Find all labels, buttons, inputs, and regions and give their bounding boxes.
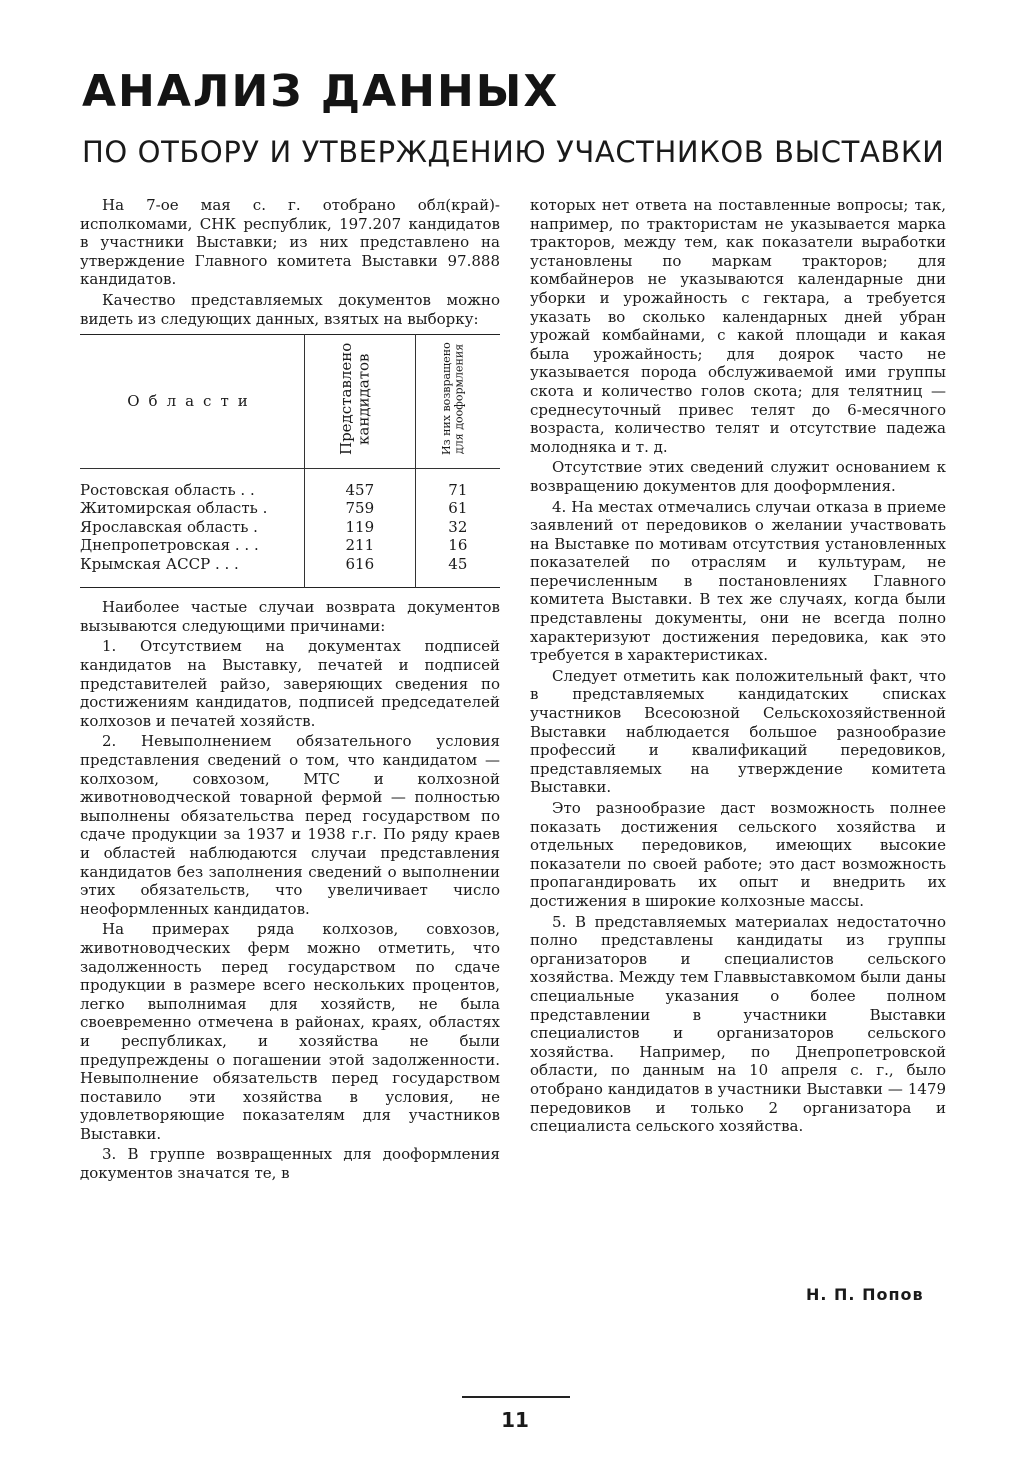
article-title: АНАЛИЗ ДАННЫХ [82, 66, 560, 117]
paragraph: Следует отметить как положительный факт, что в представляемых кандидатских списках участников Всесоюзной Сельскохозяйственной Выставки наблюдается большое разнообразие профессий и квалификаций передовиков, представляемых на утверждение комитета Выставки. [530, 666, 946, 797]
paragraph: 4. На местах отмечались случаи отказа в приеме заявлений от передовиков о желании участвовать на Выставке по мотивам отсутствия установленных показателей по отраслям и культурам, не перечисленным в постановлениях Главного комитета Выставки. В тех же случаях, когда были представлены документы, они не всегда полно характеризуют достижения передовика, как это требуется в характеристиках. [530, 497, 946, 665]
table-cell-region: Ростовская область . . [80, 480, 255, 499]
left-column [80, 196, 500, 1183]
paragraph: На 7-ое мая с. г. отобрано обл(край)-исполкомами, СНК республик, 197.207 кандидатов в участники Выставки; из них представлено на утверждение Главного комитета Выставки 97.888 кандидатов. [80, 196, 500, 289]
table-header-row [80, 335, 500, 469]
paragraph: Качество представляемых документов можно видеть из следующих данных, взятых на выборку: [80, 290, 500, 328]
page-number: 11 [501, 1408, 529, 1432]
table-cell-returned: 61 [415, 499, 500, 518]
table-header-presented-cell [305, 335, 416, 469]
paragraph: 1. Отсутствием на документах подписей кандидатов на Выставку, печатей и подписей представителей райзо, заверяющих сведения по достижениям кандидатов, подписей председателей колхозов и печатей хозяйств. [80, 637, 500, 730]
table-row [80, 499, 500, 518]
table-header-returned: Из них возвращено для дооформления [439, 342, 466, 456]
table-row [80, 468, 500, 499]
table-cell-presented: 457 [305, 468, 416, 499]
right-column [530, 196, 946, 1136]
table-row [80, 555, 500, 588]
table-cell-returned: 45 [415, 555, 500, 588]
table-cell-region: Днепропетровская . . . [80, 536, 259, 555]
table-header-presented: Представлено кандидатов [336, 343, 373, 456]
table-cell-returned: 16 [415, 536, 500, 555]
paragraph: 3. В группе возвращенных для дооформления документов значатся те, в [80, 1145, 500, 1183]
author-signature: Н. П. Попов [806, 1285, 924, 1304]
table-cell-presented: 119 [305, 518, 416, 537]
paragraph: 2. Невыполнением обязательного условия представления сведений о том, что кандидатом — колхозом, совхозом, МТС и колхозной животноводческой товарной фермой — полностью выполнены обязательства перед государством по сдаче продукции за 1937 и 1938 г.г. По ряду краев и областей наблюдаются случаи представления кандидатов без заполнения сведений о выполнении этих обязательств, что увеличивает число неоформленных кандидатов. [80, 732, 500, 918]
paragraph: Отсутствие этих сведений служит основанием к возвращению документов для дооформления. [530, 458, 946, 495]
table-cell-presented: 616 [305, 555, 416, 588]
paragraph: Это разнообразие даст возможность полнее показать достижения сельского хозяйства и отдельных передовиков, имеющих высокие показатели по своей работе; это даст возможность пропагандировать их опыт и внедрить их достижения в широкие колхозные массы. [530, 799, 946, 910]
table-header-region: Области [80, 335, 305, 469]
paragraph: Наиболее частые случаи возврата документов вызываются следующими причинами: [80, 598, 500, 635]
page-number-rule [462, 1396, 570, 1398]
paragraph: которых нет ответа на поставленные вопросы; так, например, по трактористам не указывается марка тракторов, между тем, как показатели выработки установлены по маркам тракторов; для комбайнеров не указываются календарные дни уборки и урожайность с гектара, а требуется указать во сколько календарных дней убран урожай комбайнами, с какой площади и какая была урожайность; для доярок часто не указывается порода обслуживаемой ими группы скота и количество голов скота; для телятниц — среднесуточный привес телят до 6-месячного возраста, количество телят и отсутствие падежа молодняка и т. д. [530, 196, 946, 456]
table-cell-presented: 211 [305, 536, 416, 555]
table-cell-presented: 759 [305, 499, 416, 518]
table-row [80, 536, 500, 555]
table-cell-region: Житомирская область . [80, 499, 268, 518]
table-cell-region: Ярославская область . [80, 517, 258, 536]
table-cell-region: Крымская АССР . . . [80, 554, 239, 573]
paragraph: На примерах ряда колхозов, совхозов, животноводческих ферм можно отметить, что задолженность перед государством по сдаче продукции в размере всего нескольких процентов, легко выполнимая для хозяйств, не была своевременно отмечена в районах, краях, областях и республиках, и хозяйства не были предупреждены о погашении этой задолженности. Невыполнение обязательств перед государством поставило эти хозяйства в условия, не удовлетворяющие показателям для участников Выставки. [80, 920, 500, 1143]
table-row [80, 518, 500, 537]
table-cell-returned: 71 [415, 468, 500, 499]
table-cell-returned: 32 [415, 518, 500, 537]
article-subtitle: ПО ОТБОРУ И УТВЕРЖДЕНИЮ УЧАСТНИКОВ ВЫСТАВКИ [82, 135, 945, 169]
paragraph: 5. В представляемых материалах недостаточно полно представлены кандидаты из группы организаторов и специалистов сельского хозяйства. Между тем Главвыставкомом были даны специальные указания о более полном представлении в участники Выставки специалистов и организаторов сельского хозяйства. Например, по Днепропетровской области, по данным на 10 апреля с. г., было отобрано кандидатов в участники Выставки — 1479 передовиков и только 2 организатора и специалиста сельского хозяйства. [530, 912, 946, 1136]
table-header-returned-cell [415, 335, 500, 469]
candidates-table [80, 334, 500, 588]
